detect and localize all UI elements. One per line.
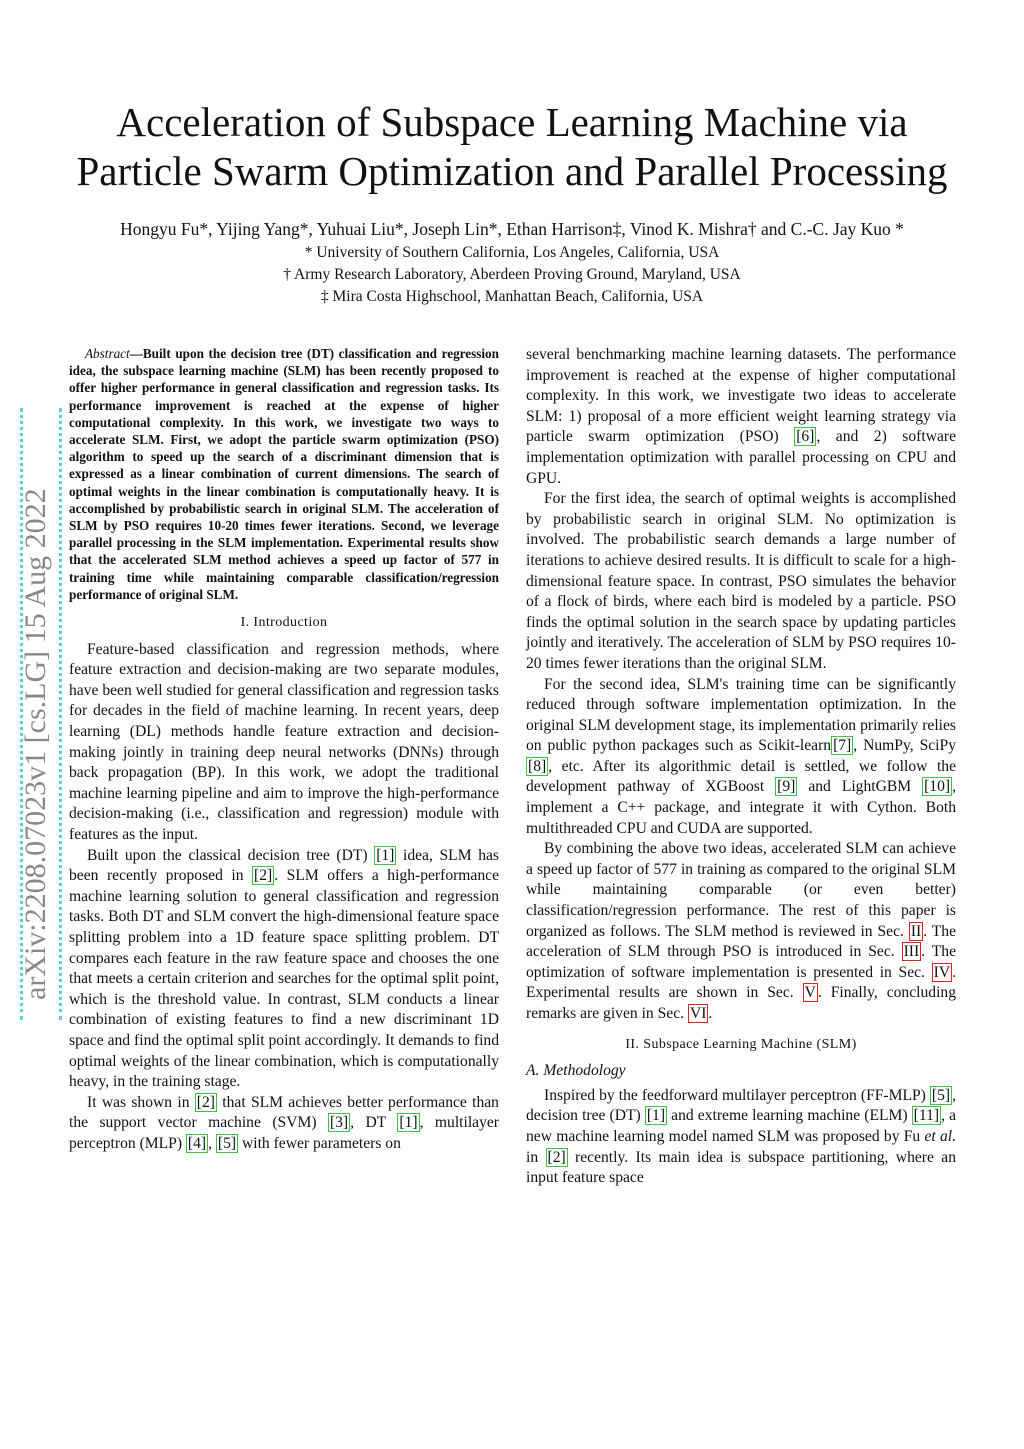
left-column: [69, 345, 499, 1154]
intro-paragraph-6: [526, 675, 956, 840]
text-run: . Finally, concluding remarks are given in Sec.: [526, 984, 956, 1022]
text-run: , implement a C++ package, and integrate it with Cython. Both multithreaded CPU and CUDA are supported.: [526, 778, 956, 837]
text-run: with fewer parameters on: [238, 1134, 401, 1152]
methodology-paragraph-1: [526, 1086, 956, 1189]
citation-link[interactable]: [8]: [528, 757, 547, 775]
text-run: . Experimental results are shown in Sec.: [526, 963, 956, 1002]
right-column: [526, 345, 956, 1189]
section-ref-link[interactable]: VI: [689, 1005, 707, 1022]
section-ref-link[interactable]: II: [910, 922, 922, 940]
section-heading-introduction: I. Introduction: [240, 615, 328, 631]
author-list: Hongyu Fu*, Yijing Yang*, Yuhuai Liu*, Joseph Lin*, Ethan Harrison‡, Vinod K. Mishra† and C.-C. Jay Kuo *: [120, 219, 904, 239]
text-run: Built upon the classical decision tree (DT): [87, 846, 375, 864]
citation-link[interactable]: [6]: [796, 428, 815, 446]
text-run: recently. Its main idea is subspace partitioning, where an input feature space: [526, 1148, 956, 1187]
text-run: It was shown in: [87, 1093, 195, 1111]
text-run: , multilayer perceptron (MLP): [69, 1114, 499, 1152]
paper-title: [40, 98, 984, 196]
citation-link[interactable]: [2]: [547, 1148, 566, 1166]
section-ref-link[interactable]: V: [804, 984, 816, 1002]
citation-link[interactable]: [1]: [399, 1114, 418, 1132]
text-run: several benchmarking machine learning datasets. The performance improvement is reached at the expense of higher computational complexity. In this work, we investigate two ideas to accelerate SLM: 1) proposal of a more efficient weight learning strategy via particle swarm optimization (PSO): [526, 346, 956, 446]
title-line-2: Particle Swarm Optimization and Parallel Processing: [76, 148, 948, 194]
text-run: et al.: [924, 1127, 956, 1145]
citation-link[interactable]: [3]: [329, 1114, 349, 1132]
text-run: , DT: [350, 1114, 398, 1132]
citation-link[interactable]: [1]: [376, 846, 395, 864]
text-run: , etc. After its algorithmic detail is settled, we follow the development pathway of XGBoost: [526, 757, 956, 796]
text-run: idea, SLM has been recently proposed in: [69, 846, 499, 885]
text-run: , NumPy, SciPy: [853, 737, 956, 755]
citation-link[interactable]: [5]: [217, 1134, 237, 1152]
affiliation-usc: * University of Southern California, Los Angeles, California, USA: [304, 244, 720, 261]
text-run: For the second idea, SLM's training time can be significantly reduced through software implementation optimization. In the original SLM development stage, its implementation primarily relies on public python packages such as Scikit-learn: [526, 675, 956, 755]
citation-link[interactable]: [9]: [777, 778, 796, 796]
title-line-1: Acceleration of Subspace Learning Machine via: [116, 99, 908, 145]
text-run: , and 2) software implementation optimization with parallel processing on CPU and GPU.: [526, 428, 956, 487]
citation-link[interactable]: [1]: [646, 1107, 666, 1125]
citation-link[interactable]: [2]: [254, 867, 273, 885]
subsection-heading-methodology: A. Methodology: [526, 1062, 626, 1080]
text-run: , decision tree (DT): [526, 1086, 956, 1125]
intro-paragraph-2: [69, 846, 499, 1093]
text-run: in: [526, 1148, 546, 1166]
text-run: that SLM achieves better performance than the support vector machine (SVM): [69, 1093, 499, 1132]
text-run: . SLM offers a high-performance machine learning solution to general classification and regression tasks. Both DT and SLM convert the high-dimensional feature space splitting problem into a 1D feature space splitting problem. DT compares each feature in the raw feature space and chooses the one that meets a certain criterion and searches for the optimal split point, which is the threshold value. In contrast, SLM conducts a linear combination of existing features to find a new discriminant 1D space and find the optimal split point accordingly. It demands to find optimal weights of the linear combination, which is computationally heavy, in the training stage.: [69, 867, 499, 1091]
arxiv-stamp[interactable]: arXiv:2208.07023v1 [cs.LG] 15 Aug 2022: [19, 488, 52, 1000]
intro-paragraph-5: For the first idea, the search of optimal weights is accomplished by probabilistic search in original SLM. No optimization is involved. The probabilistic search demands a large number of iterations to achieve desired results. It is difficult to scale for a high-dimensional feature space. In contrast, PSO simulates the behavior of a flock of birds, where each bird is modeled by a particle. PSO finds the optimal solution in the search space by updating particles jointly and iteratively. The acceleration of SLM by PSO requires 10-20 times fewer iterations than the original SLM.: [526, 490, 956, 672]
text-run: . The optimization of software implementation is presented in Sec.: [526, 943, 956, 981]
citation-link[interactable]: [2]: [196, 1093, 215, 1111]
abstract: [69, 345, 499, 603]
citation-link[interactable]: [7]: [833, 737, 852, 755]
citation-link[interactable]: [5]: [931, 1086, 951, 1104]
affiliation-miracosta: ‡ Mira Costa Highschool, Manhattan Beach, California, USA: [320, 288, 704, 305]
text-run: . The acceleration of SLM through PSO is introduced in Sec.: [526, 922, 956, 961]
section-heading-slm: II. Subspace Learning Machine (SLM): [625, 1036, 857, 1052]
intro-paragraph-1: Feature-based classification and regression methods, where feature extraction and decision-making are two separate modules, have been well studied for general classification and regression tasks for decades in the field of machine learning. In recent years, deep learning (DL) methods handle feature extraction and decision-making jointly in training deep neural networks (DNNs) through back propagation (BP). In this work, we adopt the traditional machine learning pipeline and aim to improve the high-performance decision-making (i.e., classification and regression) module with features as the input.: [69, 640, 499, 843]
abstract-label: Abstract: [85, 346, 130, 361]
intro-paragraph-3: [69, 1093, 499, 1155]
citation-link[interactable]: [11]: [913, 1107, 940, 1125]
citation-link[interactable]: [4]: [187, 1134, 207, 1152]
text-run: Inspired by the feedforward multilayer perceptron (FF-MLP): [544, 1086, 930, 1104]
text-run: , a new machine learning model named SLM was proposed by Fu: [526, 1107, 957, 1145]
section-ref-link[interactable]: IV: [933, 963, 951, 981]
text-run: and extreme learning machine (ELM): [667, 1107, 912, 1125]
affiliation-arl: † Army Research Laboratory, Aberdeen Proving Ground, Maryland, USA: [283, 266, 741, 283]
intro-paragraph-4: [526, 345, 956, 489]
section-ref-link[interactable]: III: [903, 943, 920, 961]
intro-paragraph-7: [526, 839, 956, 1024]
text-run: ,: [208, 1134, 216, 1152]
abstract-text: —Built upon the decision tree (DT) classification and regression idea, the subspace learning machine (SLM) has been recently proposed to offer higher performance in general classification and regression tasks. Its performance improvement is reached at the expense of higher computational complexity. In this work, we investigate two ways to accelerate SLM. First, we adopt the particle swarm optimization (PSO) algorithm to speed up the search of a discriminant dimension that is expressed as a linear combination of current dimensions. The search of optimal weights in the linear combination is computationally heavy. It is accomplished by probabilistic search in original SLM. The acceleration of SLM by PSO requires 10-20 times fewer iterations. Second, we leverage parallel processing in the SLM implementation. Experimental results show that the accelerated SLM method achieves a speed up factor of 577 in training time while maintaining comparable classification/regression performance of original SLM.: [69, 346, 499, 602]
text-run: .: [708, 1005, 713, 1022]
text-run: and LightGBM: [797, 778, 923, 796]
citation-link[interactable]: [10]: [924, 778, 951, 796]
text-run: By combining the above two ideas, accelerated SLM can achieve a speed up factor of 577 in training as compared to the original SLM while maintaining comparable (or even better) classification/regression performance. The rest of this paper is organized as follows. The SLM method is reviewed in Sec.: [526, 840, 956, 940]
